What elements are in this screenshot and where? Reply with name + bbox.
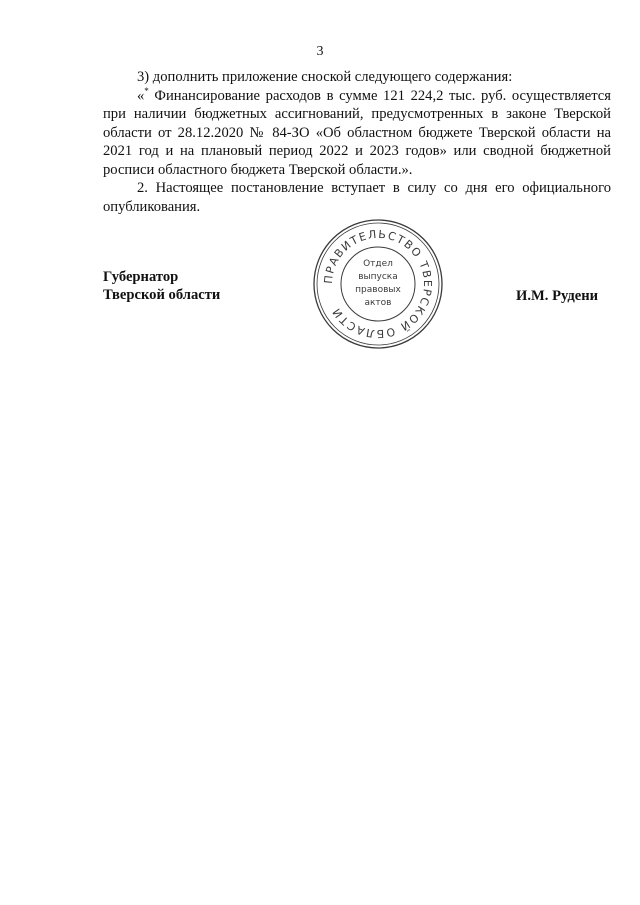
stamp-center-line-1: Отдел <box>363 259 393 269</box>
page-number: 3 <box>316 44 324 59</box>
svg-text:ПРАВИТЕЛЬСТВО ТВЕРСКОЙ ОБЛАСТИ <box>322 228 434 340</box>
signatory-name: И.М. Рудени <box>516 288 599 304</box>
signatory-position <box>103 268 220 304</box>
paragraph-item-2: 2. Настоящее постановление вступает в силу со дня его официального опубликования. <box>103 180 611 215</box>
stamp-center-line-3: правовых <box>355 285 401 295</box>
footnote-open-quote: « <box>137 87 145 104</box>
paragraph-item-3: 3) дополнить приложение сноской следующего содержания: <box>137 69 513 85</box>
stamp-center-line-4: актов <box>364 298 392 308</box>
stamp-ring-text: ПРАВИТЕЛЬСТВО ТВЕРСКОЙ ОБЛАСТИ <box>321 227 435 341</box>
stamp-center-line-2: выпуска <box>358 272 398 282</box>
official-stamp <box>311 218 445 350</box>
signatory-position-line2: Тверской области <box>103 287 221 303</box>
paragraph-footnote <box>103 87 611 180</box>
signatory-position-line1: Губернатор <box>103 269 179 285</box>
stamp-seal-icon <box>311 218 445 350</box>
footnote-mark: * <box>144 85 149 96</box>
document-body <box>103 68 611 216</box>
footnote-text: Финансирование расходов в сумме 121 224,2 тыс. руб. осуществляется при наличии бюджетных ассигнований, предусмотренных в законе Тверской области от 28.12.2020 № 84-ЗО «Об областном бюджете Тверской области на 2021 год и на плановый период 2022 и 2023 годов» или сводной бюджетной росписи областного бюджета Тверской области.». <box>103 87 611 178</box>
